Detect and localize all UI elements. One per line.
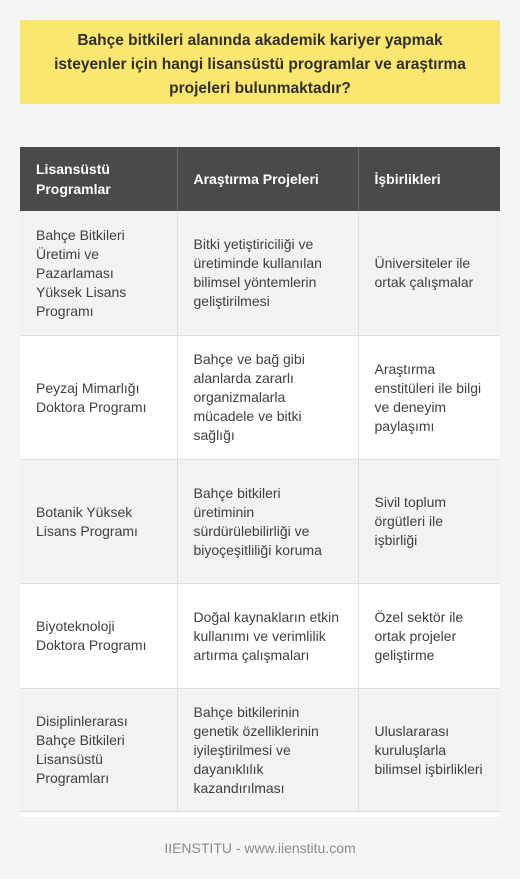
table-row	[20, 211, 500, 336]
program-cell: Biyoteknoloji Doktora Programı	[20, 584, 177, 689]
project-cell: Bahçe bitkileri üretiminin sürdürülebilirliği ve biyoçeşitliliği koruma	[177, 460, 358, 584]
programs-table	[20, 147, 500, 812]
question-line-2: isteyenler için hangi lisansüstü programlar ve araştırma	[54, 56, 466, 73]
header-collaborations: İşbirlikleri	[358, 147, 500, 211]
project-cell: Bahçe bitkilerinin genetik özelliklerinin iyileştirilmesi ve dayanıklılık kazandırılması	[177, 689, 358, 812]
table-row	[20, 460, 500, 584]
program-cell: Disiplinlerarası Bahçe Bitkileri Lisansüstü Programları	[20, 689, 177, 812]
project-cell: Bitki yetiştiriciliği ve üretiminde kullanılan bilimsel yöntemlerin geliştirilmesi	[177, 211, 358, 336]
question-banner	[20, 20, 500, 104]
programs-table-container	[20, 147, 500, 817]
collaboration-cell: Üniversiteler ile ortak çalışmalar	[358, 211, 500, 336]
program-cell: Botanik Yüksek Lisans Programı	[20, 460, 177, 584]
program-cell: Bahçe Bitkileri Üretimi ve Pazarlaması Yüksek Lisans Programı	[20, 211, 177, 336]
collaboration-cell: Özel sektör ile ortak projeler geliştirme	[358, 584, 500, 689]
program-cell: Peyzaj Mimarlığı Doktora Programı	[20, 336, 177, 460]
header-programs: Lisansüstü Programlar	[20, 147, 177, 211]
table-row	[20, 336, 500, 460]
question-line-3: projeleri bulunmaktadır?	[169, 80, 351, 97]
question-line-1: Bahçe bitkileri alanında akademik kariyer yapmak	[77, 32, 443, 49]
project-cell: Doğal kaynakların etkin kullanımı ve verimlilik artırma çalışmaları	[177, 584, 358, 689]
table-row	[20, 584, 500, 689]
collaboration-cell: Araştırma enstitüleri ile bilgi ve deneyim paylaşımı	[358, 336, 500, 460]
project-cell: Bahçe ve bağ gibi alanlarda zararlı organizmalarla mücadele ve bitki sağlığı	[177, 336, 358, 460]
table-row	[20, 689, 500, 812]
table-header-row	[20, 147, 500, 211]
header-research-projects: Araştırma Projeleri	[177, 147, 358, 211]
collaboration-cell: Uluslararası kuruluşlarla bilimsel işbirlikleri	[358, 689, 500, 812]
collaboration-cell: Sivil toplum örgütleri ile işbirliği	[358, 460, 500, 584]
footer-credit: IIENSTITU - www.iienstitu.com	[164, 840, 356, 856]
